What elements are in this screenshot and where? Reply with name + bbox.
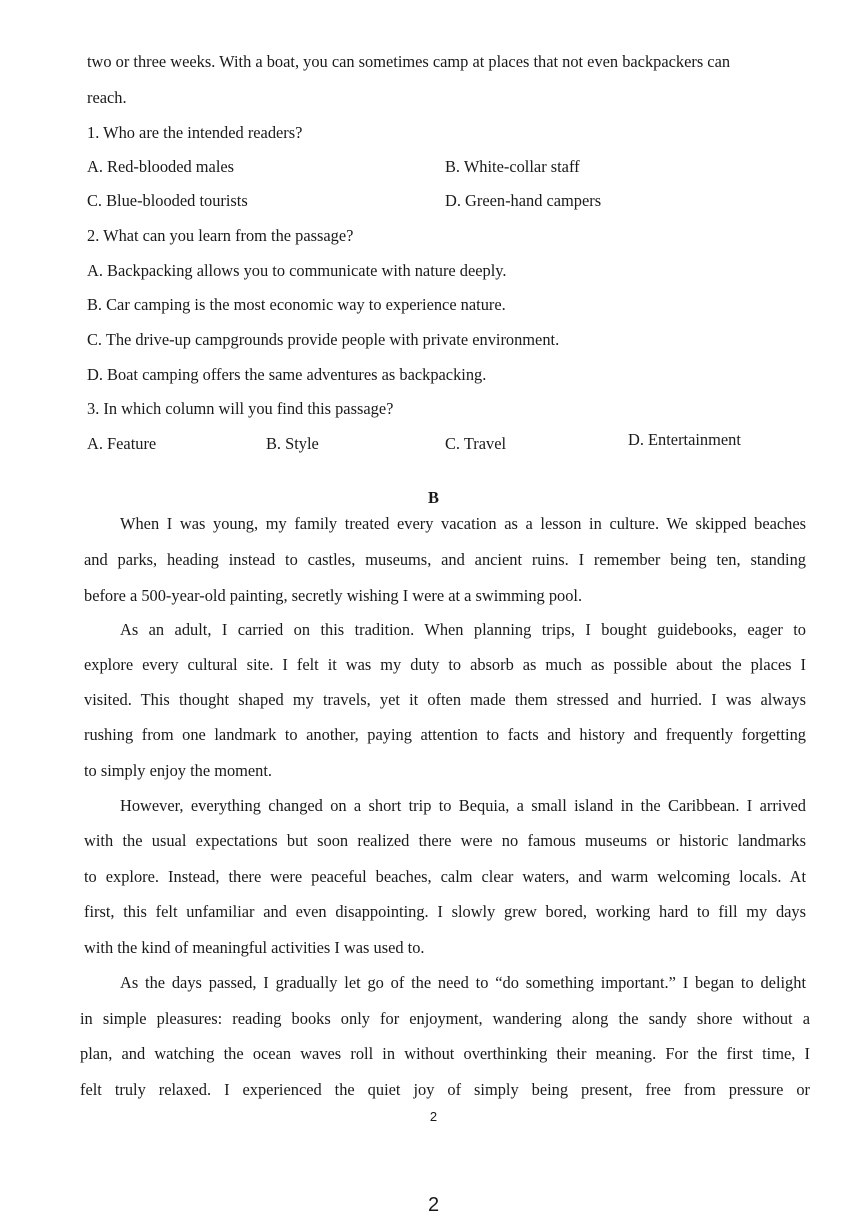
question-3-stem: 3. In which column will you find this passage?: [87, 399, 394, 418]
passage-b-line-7: rushing from one landmark to another, paying attention to facts and history and frequently forgetting: [84, 725, 806, 744]
passage-b-line-15: in simple pleasures: reading books only for enjoyment, wandering along the sandy shore without a: [80, 1009, 810, 1028]
question-2-option-c: C. The drive-up campgrounds provide people with private environment.: [87, 330, 560, 349]
question-1-option-c: C. Blue-blooded tourists: [87, 191, 248, 210]
passage-b-line-9: However, everything changed on a short trip to Bequia, a small island in the Caribbean. I arrived: [120, 796, 806, 815]
continuation-line-1: two or three weeks. With a boat, you can sometimes camp at places that not even backpackers can: [87, 52, 731, 71]
page-number-small: 2: [429, 1109, 438, 1124]
passage-b-line-17: felt truly relaxed. I experienced the quiet joy of simply being present, free from pressure or: [80, 1080, 810, 1099]
passage-b-line-10: with the usual expectations but soon realized there were no famous museums or historic landmarks: [84, 831, 806, 850]
passage-b-line-16: plan, and watching the ocean waves roll in without overthinking their meaning. For the first time, I: [80, 1044, 810, 1063]
question-3-option-a: A. Feature: [87, 434, 157, 453]
passage-b-line-5: explore every cultural site. I felt it was my duty to absorb as much as possible about the places I: [84, 655, 806, 674]
passage-b-line-14: As the days passed, I gradually let go of the need to “do something important.” I began to delight: [120, 973, 806, 992]
question-3-option-c: C. Travel: [445, 434, 507, 453]
section-b-heading: B: [428, 488, 439, 507]
passage-b-line-12: first, this felt unfamiliar and even disappointing. I slowly grew bored, working hard to fill my days: [84, 902, 806, 921]
question-1-option-b: B. White-collar staff: [445, 157, 580, 176]
question-2-stem: 2. What can you learn from the passage?: [87, 226, 354, 245]
question-2-option-b: B. Car camping is the most economic way to experience nature.: [87, 295, 506, 314]
question-2-option-d: D. Boat camping offers the same adventures as backpacking.: [87, 365, 487, 384]
question-3-option-d: D. Entertainment: [628, 430, 741, 449]
passage-b-line-1: When I was young, my family treated every vacation as a lesson in culture. We skipped beaches: [120, 514, 806, 533]
passage-b-line-6: visited. This thought shaped my travels, yet it often made them stressed and hurried. I was always: [84, 690, 806, 709]
passage-b-line-8: to simply enjoy the moment.: [84, 761, 273, 780]
passage-b-line-13: with the kind of meaningful activities I was used to.: [84, 938, 425, 957]
continuation-line-2: reach.: [87, 88, 127, 107]
page-number-large: 2: [427, 1194, 440, 1216]
passage-b-line-2: and parks, heading instead to castles, museums, and ancient ruins. I remember being ten, standing: [84, 550, 806, 569]
passage-b-line-4: As an adult, I carried on this tradition. When planning trips, I bought guidebooks, eager to: [120, 620, 806, 639]
question-1-option-a: A. Red-blooded males: [87, 157, 235, 176]
question-1-option-d: D. Green-hand campers: [445, 191, 602, 210]
passage-b-line-11: to explore. Instead, there were peaceful beaches, calm clear waters, and warm welcoming locals. At: [84, 867, 806, 886]
question-3-option-b: B. Style: [266, 434, 319, 453]
passage-b-line-3: before a 500-year-old painting, secretly wishing I were at a swimming pool.: [84, 586, 583, 605]
question-2-option-a: A. Backpacking allows you to communicate with nature deeply.: [87, 261, 507, 280]
question-1-stem: 1. Who are the intended readers?: [87, 123, 303, 142]
